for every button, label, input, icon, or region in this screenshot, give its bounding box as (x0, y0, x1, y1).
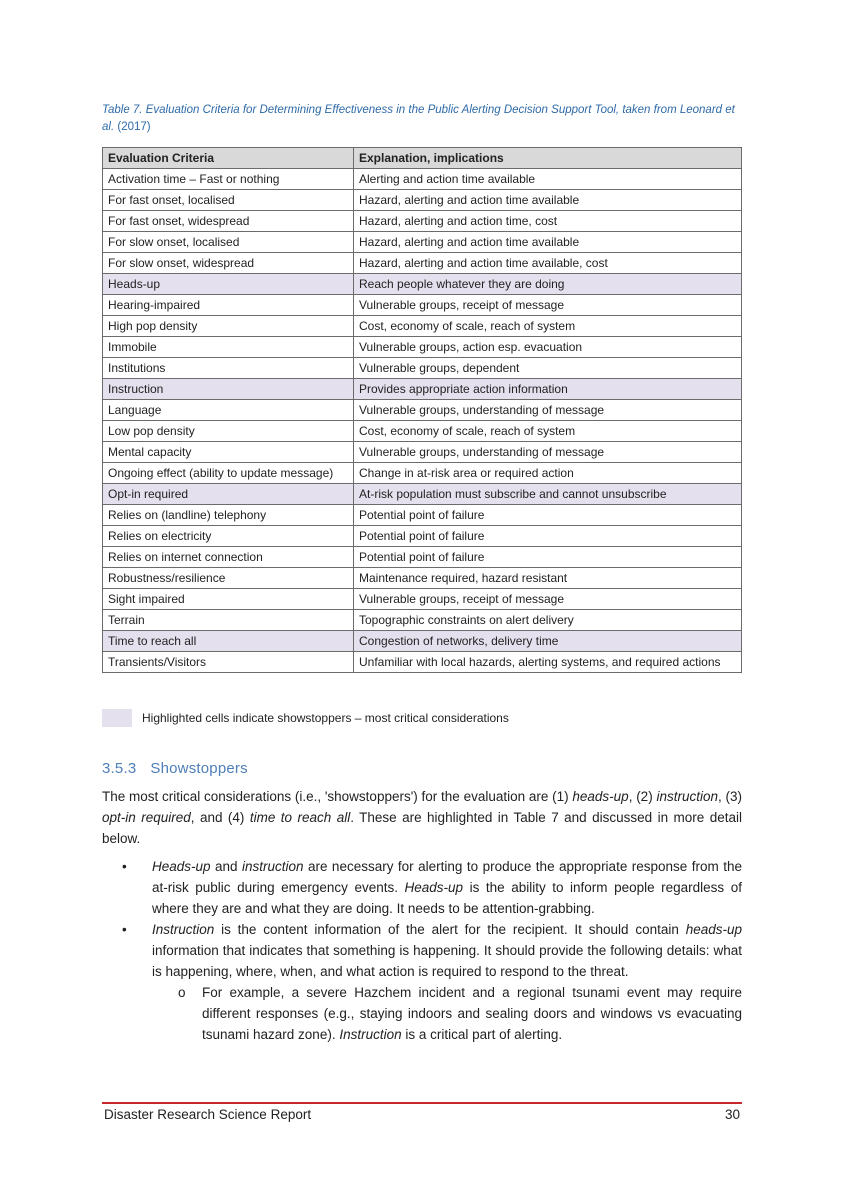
table-row (103, 358, 742, 379)
explanation-cell: Cost, economy of scale, reach of system (354, 316, 742, 337)
explanation-cell: Hazard, alerting and action time available (354, 190, 742, 211)
table-row (103, 379, 742, 400)
emphasis-text: Heads-up (152, 859, 211, 874)
criteria-cell: Relies on electricity (103, 526, 354, 547)
text-run: , (3) (717, 789, 742, 804)
table-row (103, 442, 742, 463)
sub-bullet-item (152, 982, 742, 1045)
evaluation-criteria-table (102, 147, 742, 673)
criteria-cell: Opt-in required (103, 484, 354, 505)
explanation-cell: Provides appropriate action information (354, 379, 742, 400)
bullet-item (102, 919, 742, 1045)
explanation-cell: Vulnerable groups, understanding of message (354, 400, 742, 421)
criteria-cell: Low pop density (103, 421, 354, 442)
caption-etal: et al. (102, 104, 735, 133)
explanation-cell: Vulnerable groups, receipt of message (354, 295, 742, 316)
section-title: Showstoppers (150, 760, 248, 777)
criteria-cell: High pop density (103, 316, 354, 337)
table-row (103, 253, 742, 274)
table-row (103, 547, 742, 568)
header-explanation: Explanation, implications (354, 148, 742, 169)
criteria-cell: Heads-up (103, 274, 354, 295)
table-row (103, 589, 742, 610)
header-criteria: Evaluation Criteria (103, 148, 354, 169)
explanation-cell: Vulnerable groups, dependent (354, 358, 742, 379)
explanation-cell: Vulnerable groups, receipt of message (354, 589, 742, 610)
explanation-cell: Potential point of failure (354, 547, 742, 568)
caption-year: (2017) (117, 121, 151, 133)
explanation-cell: Unfamiliar with local hazards, alerting systems, and required actions (354, 652, 742, 673)
criteria-cell: For fast onset, localised (103, 190, 354, 211)
table-header-row (103, 148, 742, 169)
table-row (103, 400, 742, 421)
emphasis-text: Instruction (152, 922, 215, 937)
explanation-cell: Potential point of failure (354, 526, 742, 547)
explanation-cell: Reach people whatever they are doing (354, 274, 742, 295)
explanation-cell: Topographic constraints on alert delivery (354, 610, 742, 631)
text-run: and (210, 859, 242, 874)
table-row (103, 610, 742, 631)
criteria-cell: Mental capacity (103, 442, 354, 463)
criteria-cell: For slow onset, localised (103, 232, 354, 253)
bullet-list (102, 856, 742, 1045)
text-run: , (2) (628, 789, 657, 804)
explanation-cell: Hazard, alerting and action time available (354, 232, 742, 253)
table-row (103, 526, 742, 547)
bullet-dot-icon: • (122, 859, 127, 874)
emphasis-text: Instruction (339, 1027, 402, 1042)
explanation-cell: Vulnerable groups, action esp. evacuation (354, 337, 742, 358)
caption-text: Table 7. Evaluation Criteria for Determining Effectiveness in the Public Alerting Decision Support Tool, taken from Leonard (102, 104, 723, 116)
text-run: . These are highlighted in Table 7 and discussed in more detail below. (102, 810, 742, 846)
explanation-cell: Hazard, alerting and action time, cost (354, 211, 742, 232)
text-run: is a critical part of alerting. (401, 1027, 563, 1042)
emphasis-text: instruction (656, 789, 718, 804)
table-row (103, 631, 742, 652)
table-row (103, 505, 742, 526)
explanation-cell: At-risk population must subscribe and cannot unsubscribe (354, 484, 742, 505)
emphasis-text: heads-up (572, 789, 629, 804)
text-run: The most critical considerations (i.e., 'showstoppers') for the evaluation are (1) (102, 789, 573, 804)
highlight-legend (102, 709, 509, 727)
text-run: information that indicates that something is happening. It should provide the following details: what is happening, where, when, and what action is required to respond to the threat. (152, 943, 742, 979)
criteria-cell: Time to reach all (103, 631, 354, 652)
criteria-cell: Activation time – Fast or nothing (103, 169, 354, 190)
table-row (103, 232, 742, 253)
explanation-cell: Alerting and action time available (354, 169, 742, 190)
explanation-cell: Congestion of networks, delivery time (354, 631, 742, 652)
table-row (103, 484, 742, 505)
emphasis-text: Heads-up (404, 880, 464, 895)
criteria-cell: Terrain (103, 610, 354, 631)
bullet-dot-icon: • (122, 922, 127, 937)
intro-paragraph (102, 786, 742, 849)
explanation-cell: Hazard, alerting and action time available, cost (354, 253, 742, 274)
section-number: 3.5.3 (102, 760, 137, 777)
legend-text: Highlighted cells indicate showstoppers – most critical considerations (142, 711, 509, 725)
table-body (103, 169, 742, 673)
explanation-cell: Potential point of failure (354, 505, 742, 526)
criteria-cell: Ongoing effect (ability to update message) (103, 463, 354, 484)
table-row (103, 421, 742, 442)
table-row (103, 337, 742, 358)
text-run: is the ability to inform people regardless of where they are and what they are doing. It needs to be attention-grabbing. (152, 880, 742, 916)
emphasis-text: instruction (241, 859, 304, 874)
table-row (103, 463, 742, 484)
bullet-item (102, 856, 742, 919)
criteria-cell: Robustness/resilience (103, 568, 354, 589)
section-heading (102, 760, 248, 777)
emphasis-text: heads-up (685, 922, 742, 937)
explanation-cell: Change in at-risk area or required action (354, 463, 742, 484)
text-run: For example, a severe Hazchem incident and a regional tsunami event may require different responses (e.g., staying indoors and sealing doors and windows vs evacuating tsunami hazard zone). (202, 985, 742, 1042)
criteria-cell: For slow onset, widespread (103, 253, 354, 274)
criteria-cell: Language (103, 400, 354, 421)
table-row (103, 274, 742, 295)
table-caption (102, 102, 742, 136)
explanation-cell: Cost, economy of scale, reach of system (354, 421, 742, 442)
footer-title: Disaster Research Science Report (104, 1107, 312, 1122)
criteria-cell: Hearing-impaired (103, 295, 354, 316)
criteria-cell: Sight impaired (103, 589, 354, 610)
emphasis-text: time to reach all (249, 810, 351, 825)
criteria-cell: Instruction (103, 379, 354, 400)
criteria-cell: For fast onset, widespread (103, 211, 354, 232)
table-row (103, 211, 742, 232)
text-run: is the content information of the alert for the recipient. It should contain (214, 922, 686, 937)
footer-rule (102, 1102, 742, 1104)
explanation-cell: Vulnerable groups, understanding of message (354, 442, 742, 463)
criteria-cell: Relies on (landline) telephony (103, 505, 354, 526)
criteria-cell: Relies on internet connection (103, 547, 354, 568)
sub-bullet-list (152, 982, 742, 1045)
sub-bullet-circle-icon: o (178, 985, 186, 1000)
criteria-cell: Immobile (103, 337, 354, 358)
emphasis-text: opt-in required (102, 810, 191, 825)
text-run: are necessary for alerting to produce the appropriate response from the at-risk public during emergency events. (152, 859, 742, 895)
table-row (103, 295, 742, 316)
table-row (103, 316, 742, 337)
text-run: , and (4) (190, 810, 250, 825)
table-row (103, 169, 742, 190)
criteria-cell: Institutions (103, 358, 354, 379)
legend-swatch (102, 709, 132, 727)
page-number: 30 (724, 1107, 740, 1122)
table-row (103, 190, 742, 211)
table-row (103, 652, 742, 673)
table-row (103, 568, 742, 589)
criteria-cell: Transients/Visitors (103, 652, 354, 673)
explanation-cell: Maintenance required, hazard resistant (354, 568, 742, 589)
